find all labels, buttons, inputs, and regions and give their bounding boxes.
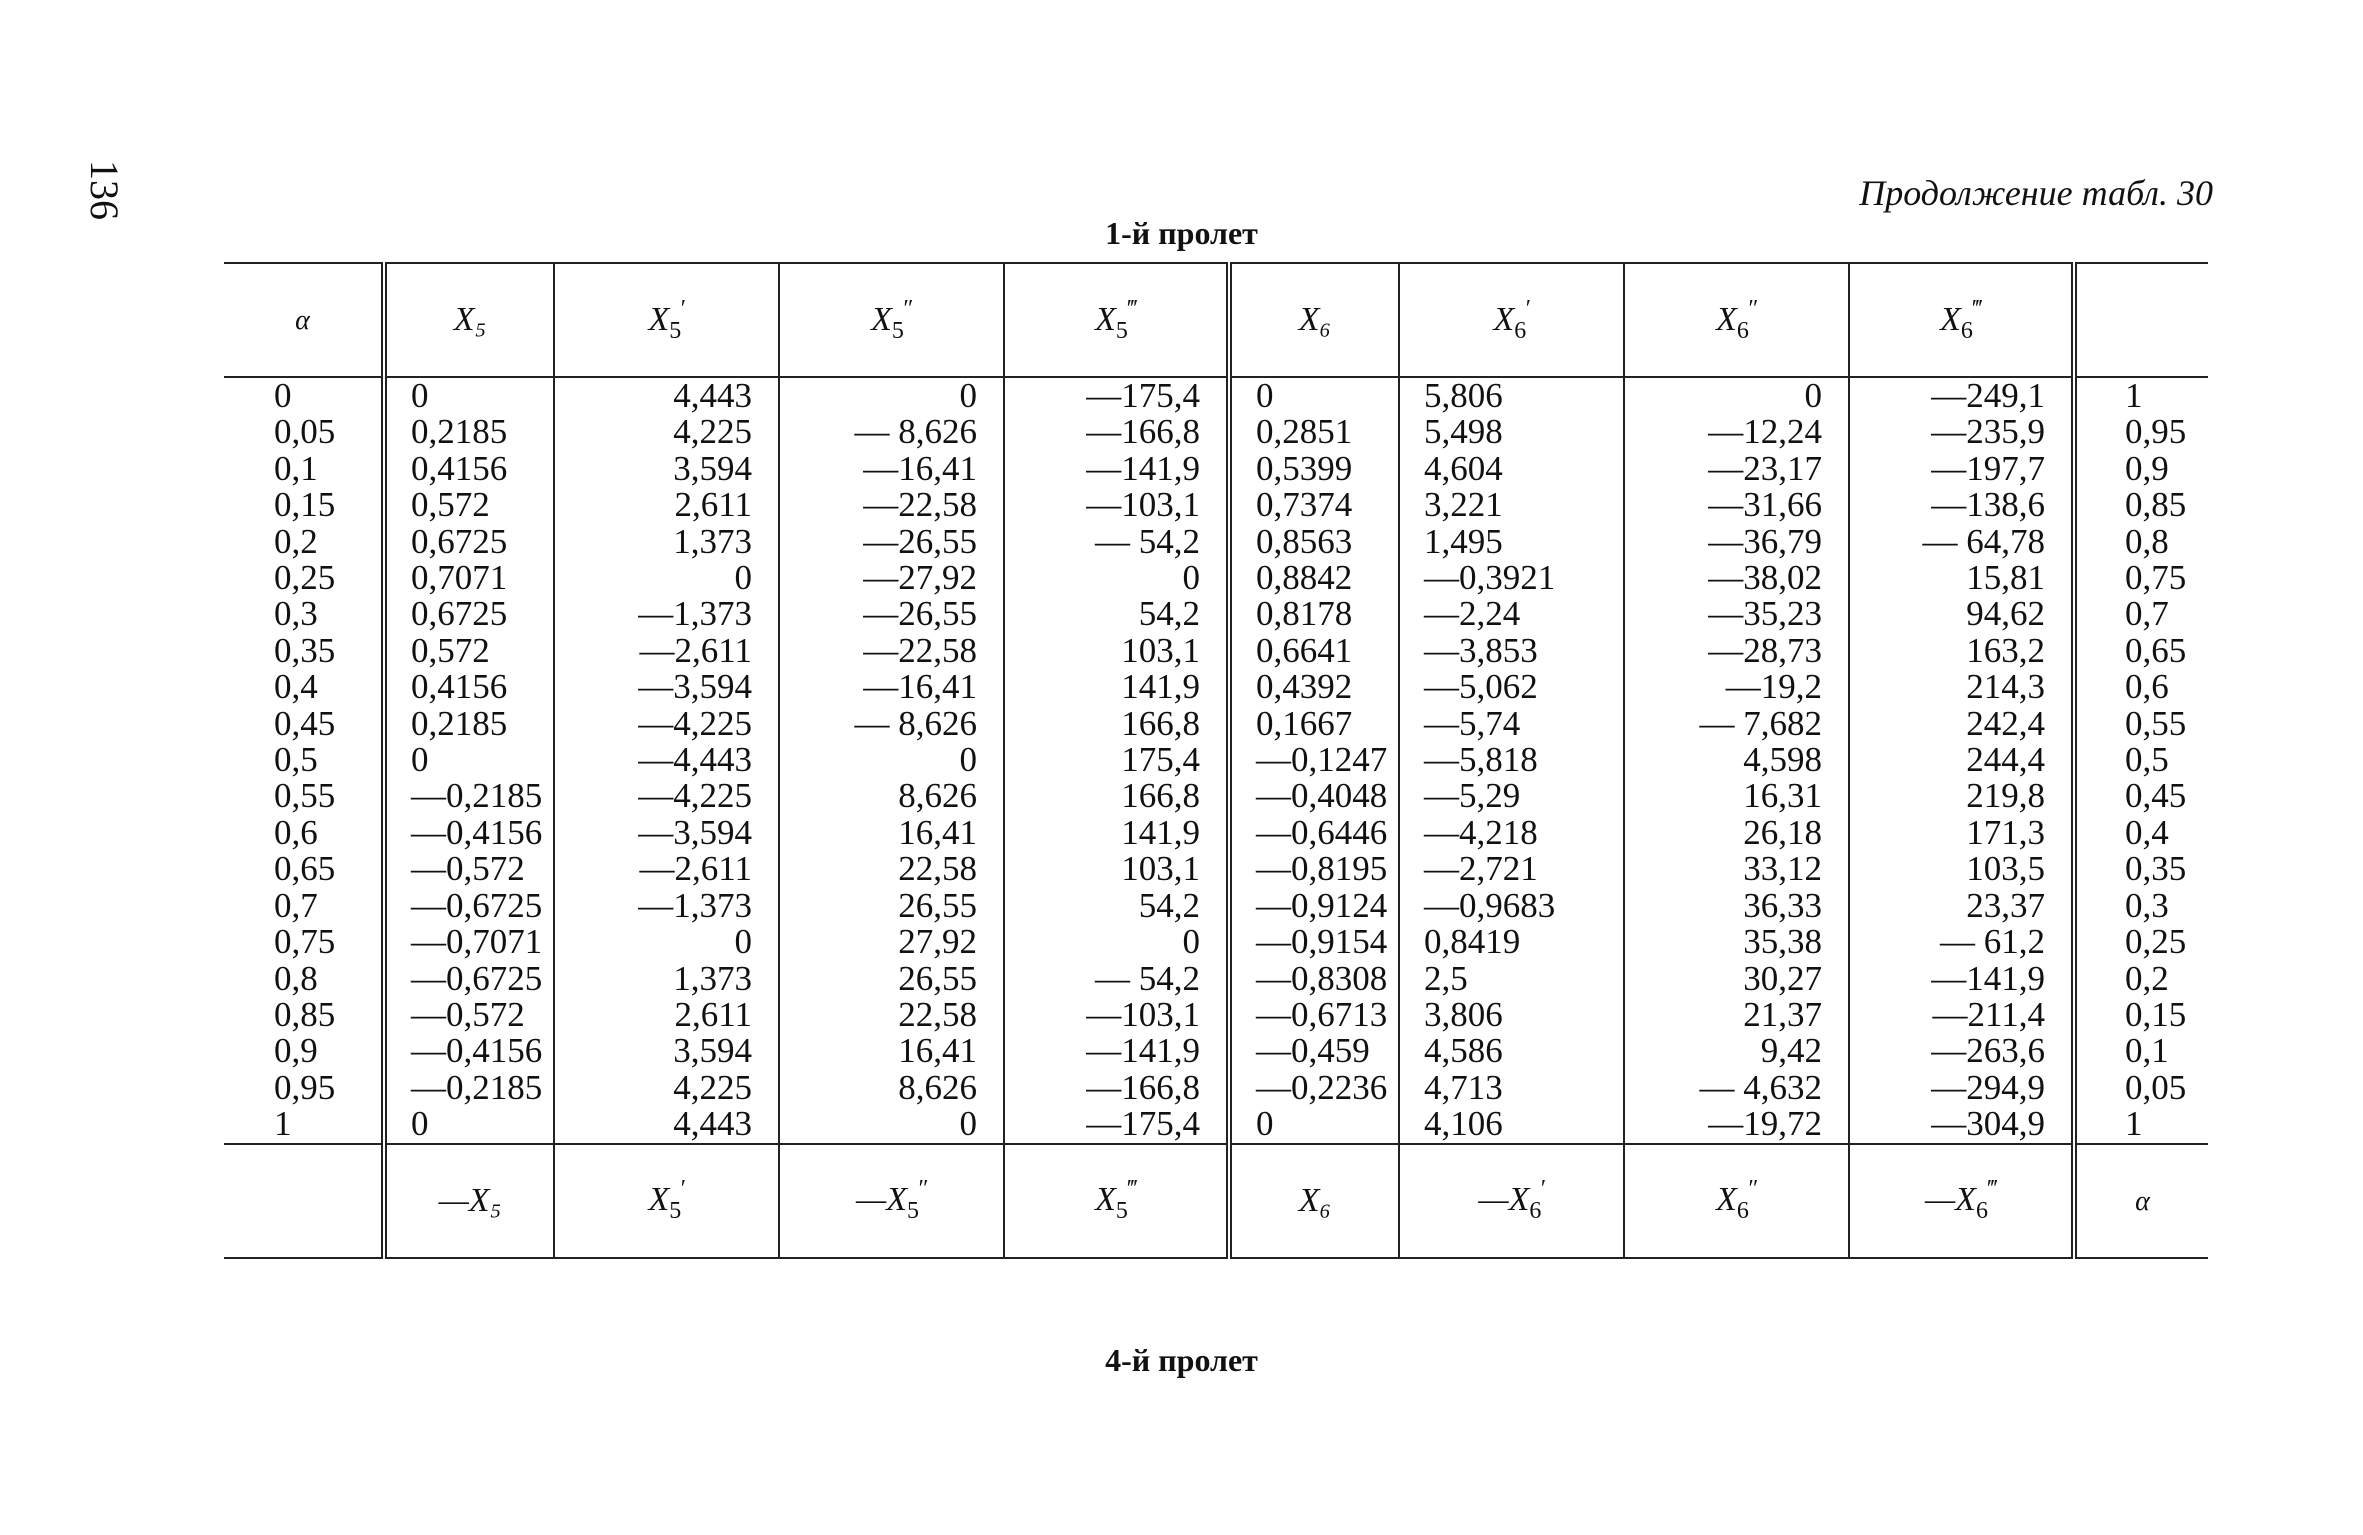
bottom-span-title: 4-й пролет [1105, 1342, 1258, 1378]
column-x5-triple-prime: —175,4 —166,8 —141,9 —103,1 — 54,2 0 54,2 103,1 141,9 166,8 175,4 166,8 141,9 103,1 54,2 0 — 54,2 —103,1 —141,9 —166,8 —175,4 [1004, 377, 1229, 1144]
footer-neg-x6-triple-prime: $—X_6^‴$ [1849, 1144, 2074, 1258]
header-x6-double-prime: $X_6''$ [1624, 263, 1849, 377]
header-x5: X₅ [384, 263, 554, 377]
column-alpha-reversed: 1 0,95 0,9 0,85 0,8 0,75 0,7 0,65 0,6 0,55 0,5 0,45 0,4 0,35 0,3 0,25 0,2 0,15 0,1 0,05 1 [2074, 377, 2208, 1144]
footer-x5-prime: $X_5'$ [554, 1144, 779, 1258]
footer-neg-x5-double-prime: $—X_5''$ [779, 1144, 1004, 1258]
footer-x6-double-prime: $X_6''$ [1624, 1144, 1849, 1258]
header-x5-triple-prime: $X_5^‴$ [1004, 263, 1229, 377]
values-row [224, 377, 2208, 1144]
footer-neg-x5: —X₅ [384, 1144, 554, 1258]
column-x6-prime: 5,806 5,498 4,604 3,221 1,495 —0,3921 —2,24 —3,853 —5,062 —5,74 —5,818 —5,29 —4,218 —2,721 —0,9683 0,8419 2,5 3,806 4,586 4,713 4,106 [1399, 377, 1624, 1144]
table-continuation-label: Продолжение табл. 30 [1859, 173, 2213, 213]
footer-alpha: α [2074, 1144, 2208, 1258]
footer-row [224, 1144, 2208, 1258]
column-x5-double-prime: 0 — 8,626 —16,41 —22,58 —26,55 —27,92 —26,55 —22,58 —16,41 — 8,626 0 8,626 16,41 22,58 26,55 27,92 26,55 22,58 16,41 8,626 0 [779, 377, 1004, 1144]
column-x5: 0 0,2185 0,4156 0,572 0,6725 0,7071 0,6725 0,572 0,4156 0,2185 0 —0,2185 —0,4156 —0,572 —0,6725 —0,7071 —0,6725 —0,572 —0,4156 —0,2185 0 [384, 377, 554, 1144]
footer-x5-triple-prime: $X_5^‴$ [1004, 1144, 1229, 1258]
footer-neg-x6-prime: $—X_6'$ [1399, 1144, 1624, 1258]
column-x5-prime: 4,443 4,225 3,594 2,611 1,373 0 —1,373 —2,611 —3,594 —4,225 —4,443 —4,225 —3,594 —2,611 —1,373 0 1,373 2,611 3,594 4,225 4,443 [554, 377, 779, 1144]
header-empty [2074, 263, 2208, 377]
header-x6-prime: $X_6'$ [1399, 263, 1624, 377]
column-x6-triple-prime: —249,1 —235,9 —197,7 —138,6 — 64,78 15,81 94,62 163,2 214,3 242,4 244,4 219,8 171,3 103,5 23,37 — 61,2 —141,9 —211,4 —263,6 —294,9 —304,9 [1849, 377, 2074, 1144]
column-x6: 0 0,2851 0,5399 0,7374 0,8563 0,8842 0,8178 0,6641 0,4392 0,1667 —0,1247 —0,4048 —0,6446 —0,8195 —0,9124 —0,9154 —0,8308 —0,6713 —0,459 —0,2236 0 [1229, 377, 1399, 1144]
footer-empty [224, 1144, 384, 1258]
header-alpha: α [224, 263, 384, 377]
top-span-title: 1-й пролет [1105, 215, 1258, 251]
footer-x6: X₆ [1229, 1144, 1399, 1258]
data-table [224, 262, 2208, 1259]
column-x6-double-prime: 0 —12,24 —23,17 —31,66 —36,79 —38,02 —35,23 —28,73 —19,2 — 7,682 4,598 16,31 26,18 33,12 36,33 35,38 30,27 21,37 9,42 — 4,632 —19,72 [1624, 377, 1849, 1144]
column-alpha: 0 0,05 0,1 0,15 0,2 0,25 0,3 0,35 0,4 0,45 0,5 0,55 0,6 0,65 0,7 0,75 0,8 0,85 0,9 0,95 1 [274, 376, 336, 1144]
header-row [224, 263, 2208, 377]
header-x6: X₆ [1229, 263, 1399, 377]
header-x5-prime: $X_5'$ [554, 263, 779, 377]
page-number: 136 [82, 160, 127, 220]
header-x5-double-prime: $X_5''$ [779, 263, 1004, 377]
header-x6-triple-prime: $X_6^‴$ [1849, 263, 2074, 377]
